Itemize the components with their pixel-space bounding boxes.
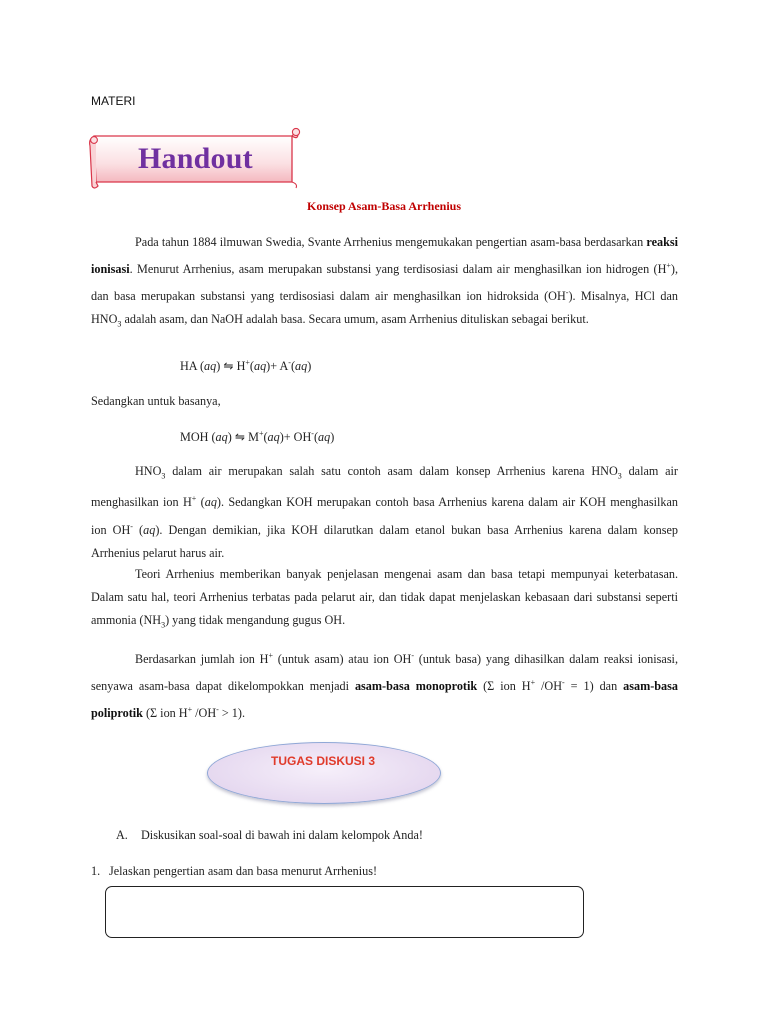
paragraph-hno3-koh: $HNO_3$ dalam air merupakan salah satu contoh asam dalam konsep Arrhenius karena $HNO_3$ dalam air menghasilkan ion H+ (aq). Sedangkan KOH merupakan contoh basa Arrhenius karena dalam air KOH menghasilkan ion OH- (aq). Dengan demikian, jika KOH dilarutkan dalam etanol bukan basa Arrhenius karena dalam konsep Arrhenius pelarut harus air. xyxy=(91,464,678,560)
question-text: Jelaskan pengertian asam dan basa menurut Arrhenius! xyxy=(109,864,378,878)
materi-heading: MATERI xyxy=(91,94,136,108)
equation-base: MOH (aq) ⇋ M+(aq)+ OH-(aq) xyxy=(180,429,335,445)
instruction-letter: A. xyxy=(116,828,128,842)
question-number: 1. xyxy=(91,864,101,878)
instruction-text: Diskusikan soal-soal di bawah ini dalam kelompok Anda! xyxy=(141,828,423,842)
handout-title: Handout xyxy=(138,142,253,175)
paragraph-limitations: Teori Arrhenius memberikan banyak penjelasan mengenai asam dan basa tetapi mempunyai keterbatasan. Dalam satu hal, teori Arrhenius terbatas pada pelarut air, dan tidak dapat menjelaskan kebasaan dari substansi seperti ammonia $(NH_3)$ yang tidak mengandung gugus OH. xyxy=(91,567,678,630)
task-label: TUGAS DISKUSI 3 xyxy=(270,754,375,768)
paragraph-mono-poliprotik: Berdasarkan jumlah ion H+ (untuk asam) atau ion OH- (untuk basa) yang dihasilkan dalam reaksi ionisasi, senyawa asam-basa dapat dikelompokkan menjadi asam-basa monoprotik (Σ ion H+ /OH- = 1) dan asam-basa poliprotik (Σ ion H+ /OH- > 1). xyxy=(91,651,678,721)
answer-box[interactable] xyxy=(105,886,584,938)
section-title: Konsep Asam-Basa Arrhenius xyxy=(306,199,462,213)
task-badge xyxy=(207,742,441,804)
base-intro-text: Sedangkan untuk basanya, xyxy=(91,394,221,408)
paragraph-arrhenius-intro: Pada tahun 1884 ilmuwan Swedia, Svante Arrhenius mengemukakan pengertian asam-basa berdasarkan reaksi ionisasi. Menurut Arrhenius, asam merupakan substansi yang terdisosiasi dalam air menghasilkan ion hidrogen (H+), dan basa merupakan substansi yang terdisosiasi dalam air menghasilkan ion hidroksida (OH-). Misalnya, HCl dan $HNO_3$ adalah asam, dan NaOH adalah basa. Secara umum, asam Arrhenius dituliskan sebagai berikut. xyxy=(91,235,678,329)
equation-acid: HA (aq) ⇋ H+(aq)+ A-(aq) xyxy=(180,358,312,374)
